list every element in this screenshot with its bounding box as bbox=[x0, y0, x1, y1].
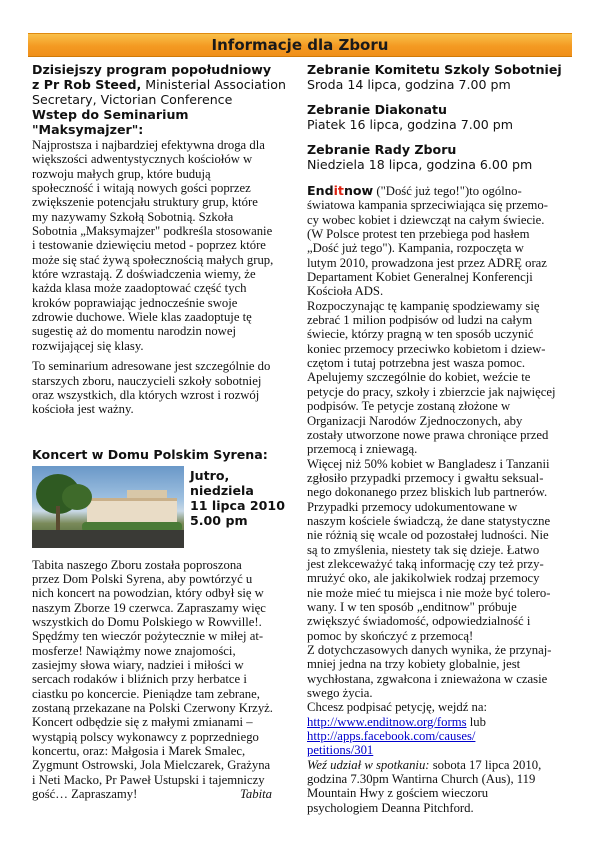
text-line: podpisów. Te petycje zostaną złożone w bbox=[307, 399, 511, 414]
left-column bbox=[32, 62, 292, 801]
text-line: sercach rodaków i bliźnich przy herbatce i bbox=[32, 672, 247, 687]
audience-paragraph bbox=[32, 359, 292, 416]
text-line: Sobotnia „Maksymajzer" podkreśla stosowanie bbox=[32, 224, 273, 239]
text-line: światowa kampania sprzeciwiająca się przemo- bbox=[307, 198, 548, 213]
text-line-last bbox=[32, 787, 292, 801]
closing-text: gość… Zapraszamy! bbox=[32, 787, 138, 802]
text-line: sugestię aż do momentu narodzin nowej bbox=[32, 324, 237, 339]
text-line: koncertu, oraz: Małgosia i Marek Smalec, bbox=[32, 744, 246, 758]
link-separator: lub bbox=[466, 714, 486, 729]
text-line: nich koncert na powodzian, który odbył się w bbox=[32, 586, 264, 601]
text-line: Mountain Hwy z gościem wieczoru bbox=[307, 786, 489, 801]
concert-when-line: Jutro, bbox=[190, 467, 230, 483]
text-line: To seminarium adresowane jest szczególnie do bbox=[32, 359, 271, 374]
text-line: Więcej niż 50% kobiet w Bangladesz i Tanzanii bbox=[307, 456, 550, 471]
text-line: rozwijającej się klasy. bbox=[32, 338, 144, 353]
text-line: koniec przemocy przeciwko kobietom i dziew- bbox=[307, 341, 546, 356]
text-line: Z dotychczasowych danych wynika, że przynaj- bbox=[307, 643, 552, 657]
text-line: może się stać żywą społecznością małych grup, bbox=[32, 252, 274, 267]
text-line: zostaną przekazane na Polski Czerwony Krzyż. bbox=[32, 700, 273, 715]
text-line: Tabita naszego Zboru została poproszona bbox=[32, 557, 242, 572]
text-line: zgłosiło przypadki przemocy i gwałtu seksual- bbox=[307, 470, 544, 485]
text-line: kościoła jest ważny. bbox=[32, 402, 134, 417]
meeting-title: Zebranie Komitetu Szkoly Sobotniej bbox=[307, 62, 562, 77]
enditnow-article bbox=[307, 184, 569, 815]
text-line: kroków poprawiając jednocześnie swoje bbox=[32, 295, 238, 310]
petition-link-line bbox=[307, 715, 569, 729]
text-line: Zygmunt Ostrowski, Jola Mielczarek, Grażyna bbox=[32, 758, 271, 773]
right-column bbox=[307, 62, 569, 815]
text-line: zostały utworzone nowe prawa chroniące przed bbox=[307, 427, 549, 442]
facebook-link-line bbox=[307, 729, 569, 743]
text-line: nego dokonanego przez bliskich lub partnerów. bbox=[307, 485, 548, 500]
concert-when-line: 11 lipca 2010 bbox=[190, 497, 285, 513]
text-line: Koncert odbędzie się z małymi zmianami – bbox=[32, 715, 253, 730]
text-line: naszym kościele świadczą, że dane statystyczne bbox=[307, 513, 551, 528]
enditnow-intro: ("Dość już tego!")to ogólno- bbox=[373, 184, 522, 198]
text-line: wany. I w ten sposób „enditnow" próbuje bbox=[307, 599, 517, 614]
seminar-paragraph bbox=[32, 138, 292, 353]
text-line: zasiejmy słowa wiary, nadziei i miłości w bbox=[32, 657, 244, 672]
text-line: jest zlekceważyć taką informację czy też przy- bbox=[307, 556, 544, 571]
text-line: zwiększyć świadomość, odpowiedzialność i bbox=[307, 614, 531, 629]
text-line: rozwoju małych grup, które budują bbox=[32, 166, 211, 181]
facebook-petition-link[interactable]: http://apps.facebook.com/causes/ bbox=[307, 729, 476, 744]
program-speaker bbox=[32, 77, 292, 92]
enditnow-logo: Enditnow bbox=[307, 183, 374, 198]
text-line: zwiększenie potencjału struktury grup, które bbox=[32, 195, 258, 210]
text-line: ciastku po koncercie. Pieniądze tam zebrane, bbox=[32, 686, 260, 701]
text-line: nie może mieć tu miejsca i nie może być tolero- bbox=[307, 585, 551, 600]
text-line: społeczność i witają nowych gości poprzez bbox=[32, 181, 251, 196]
banner-title: Informacje dla Zboru bbox=[211, 36, 389, 54]
text-line: i testowanie dziewięciu metod - poprzez które bbox=[32, 238, 266, 253]
meeting-when: Piatek 16 lipca, godzina 7.00 pm bbox=[307, 117, 513, 132]
text-line: przez Dom Polski Syrena, aby powtórzyć u bbox=[32, 571, 253, 586]
text-line: lutym 2010, prowadzona jest przez ADRĘ oraz bbox=[307, 255, 547, 270]
text-line: psychologiem Deanna Pitchford. bbox=[307, 800, 474, 815]
text-line: Chcesz podpisać petycję, wejdź na: bbox=[307, 700, 488, 715]
text-line: mrużyć oko, ale jakikolwiek rodzaj przemocy bbox=[307, 571, 540, 586]
meeting-invite-line bbox=[307, 758, 569, 772]
concert-date bbox=[190, 468, 285, 528]
program-heading: Dzisiejszy program popołudniowy bbox=[32, 62, 272, 77]
text-line: Apelujemy szczególnie do kobiet, weźcie te bbox=[307, 370, 531, 385]
text-line: wychłostana, zgwałcona i znieważona w czasie bbox=[307, 671, 548, 686]
text-line: petycje do pracy, szkoły i zbierzcie jak najwięcej bbox=[307, 384, 556, 399]
text-line: swego życia. bbox=[307, 686, 373, 701]
speaker-name: z Pr Rob Steed, bbox=[32, 77, 142, 92]
text-line: „Dość już tego"). Kampania, rozpoczęta w bbox=[307, 241, 524, 256]
meeting-date: sobota 17 lipca 2010, bbox=[429, 757, 542, 772]
meeting-item bbox=[307, 62, 569, 92]
text-line: które wzrastają. Z doświadczenia wiemy, że bbox=[32, 267, 256, 282]
enditnow-first-line bbox=[307, 184, 569, 198]
concert-heading: Koncert w Domu Polskim Syrena: bbox=[32, 446, 268, 462]
text-line: Przypadki przemocy udokumentowane w bbox=[307, 499, 518, 514]
text-line: mosferze! Nawiążmy nowe znajomości, bbox=[32, 643, 236, 658]
text-line: mniej jedna na trzy kobiety globalnie, jest bbox=[307, 657, 521, 672]
text-line: (W Polsce protest ten przebiega pod hasłem bbox=[307, 227, 530, 242]
text-line: Najprostsza i najbardziej efektywna droga dla bbox=[32, 138, 265, 152]
text-line: Spędźmy ten wieczór pożytecznie w miłej at- bbox=[32, 629, 264, 644]
text-line: każda klasa może zaadoptować część tych bbox=[32, 281, 247, 296]
text-line: wszystkich do Domu Polskiego w Rowville!. bbox=[32, 614, 262, 629]
text-line: Rozpoczynając tę kampanię spodziewamy się bbox=[307, 298, 540, 313]
text-line: świecie, którzy pragną w ten sposób uczynić bbox=[307, 327, 534, 342]
text-line: Kościoła ADS. bbox=[307, 284, 384, 299]
text-line: zdrowie duchowe. Wiele klas zaadoptuje tę bbox=[32, 310, 252, 325]
meeting-when: Niedziela 18 lipca, godzina 6.00 pm bbox=[307, 157, 533, 172]
text-line: starszych zboru, nauczycieli szkoły sobotniej bbox=[32, 373, 262, 388]
meeting-title: Zebranie Diakonatu bbox=[307, 102, 448, 117]
facebook-petition-link-cont[interactable]: petitions/301 bbox=[307, 743, 374, 758]
text-line: pomoc by skończyć z przemocą! bbox=[307, 628, 474, 643]
text-line: my nazywamy Szkołą Sobotnią. Szkoła bbox=[32, 209, 234, 224]
meeting-item bbox=[307, 142, 569, 172]
text-line: czętom i tutaj potrzebna jest wasza pomoc. bbox=[307, 356, 526, 371]
text-line: nie różnią się wcale od pozostałej ludności. Nie bbox=[307, 528, 549, 543]
meeting-when: Sroda 14 lipca, godzina 7.00 pm bbox=[307, 77, 511, 92]
concert-block bbox=[32, 466, 292, 548]
text-line: przemocą i zniewagą. bbox=[307, 442, 418, 457]
text-line: są to zmyślenia, niestety tak się dzieje. Łatwo bbox=[307, 542, 540, 557]
speaker-affiliation: Secretary, Victorian Conference bbox=[32, 92, 233, 107]
enditnow-forms-link[interactable]: http://www.enditnow.org/forms bbox=[307, 714, 467, 729]
text-line: oraz wszystkich, dla których wzrost i rozwój bbox=[32, 387, 260, 402]
concert-paragraph bbox=[32, 558, 292, 802]
text-line: Organizacji Narodów Zjednoczonych, aby bbox=[307, 413, 523, 428]
text-line: większości adwentystycznych kościołów w bbox=[32, 152, 253, 167]
meeting-title: Zebranie Rady Zboru bbox=[307, 142, 457, 157]
concert-when-line: niedziela bbox=[190, 482, 254, 498]
seminar-heading: Wstep do Seminarium "Maksymajzer": bbox=[32, 107, 189, 137]
facebook-link-line bbox=[307, 743, 569, 757]
signature: Tabita bbox=[240, 787, 272, 802]
concert-when-line: 5.00 pm bbox=[190, 512, 248, 528]
text-line: wystąpią polscy wykonawcy z poprzedniego bbox=[32, 729, 259, 744]
text-line: naszym Zborze 19 czerwca. Zapraszamy więc bbox=[32, 600, 266, 615]
speaker-role: Ministerial Association bbox=[141, 77, 286, 92]
text-line: Departament Kobiet Generalnej Konferencji bbox=[307, 270, 533, 285]
meeting-label: Weź udział w spotkaniu: bbox=[307, 757, 430, 772]
text-line: godzina 7.30pm Wantirna Church (Aus), 119 bbox=[307, 772, 536, 787]
text-line: zebrać 1 milion podpisów od ludzi na całym bbox=[307, 313, 533, 328]
meeting-item bbox=[307, 102, 569, 132]
text-line: i Neti Macko, Pr Paweł Ustupski i tajemniczy bbox=[32, 772, 265, 787]
text-line: cy wobec kobiet i dziewcząt na całym świecie. bbox=[307, 212, 545, 227]
section-banner bbox=[28, 33, 572, 57]
venue-photo bbox=[32, 466, 184, 548]
